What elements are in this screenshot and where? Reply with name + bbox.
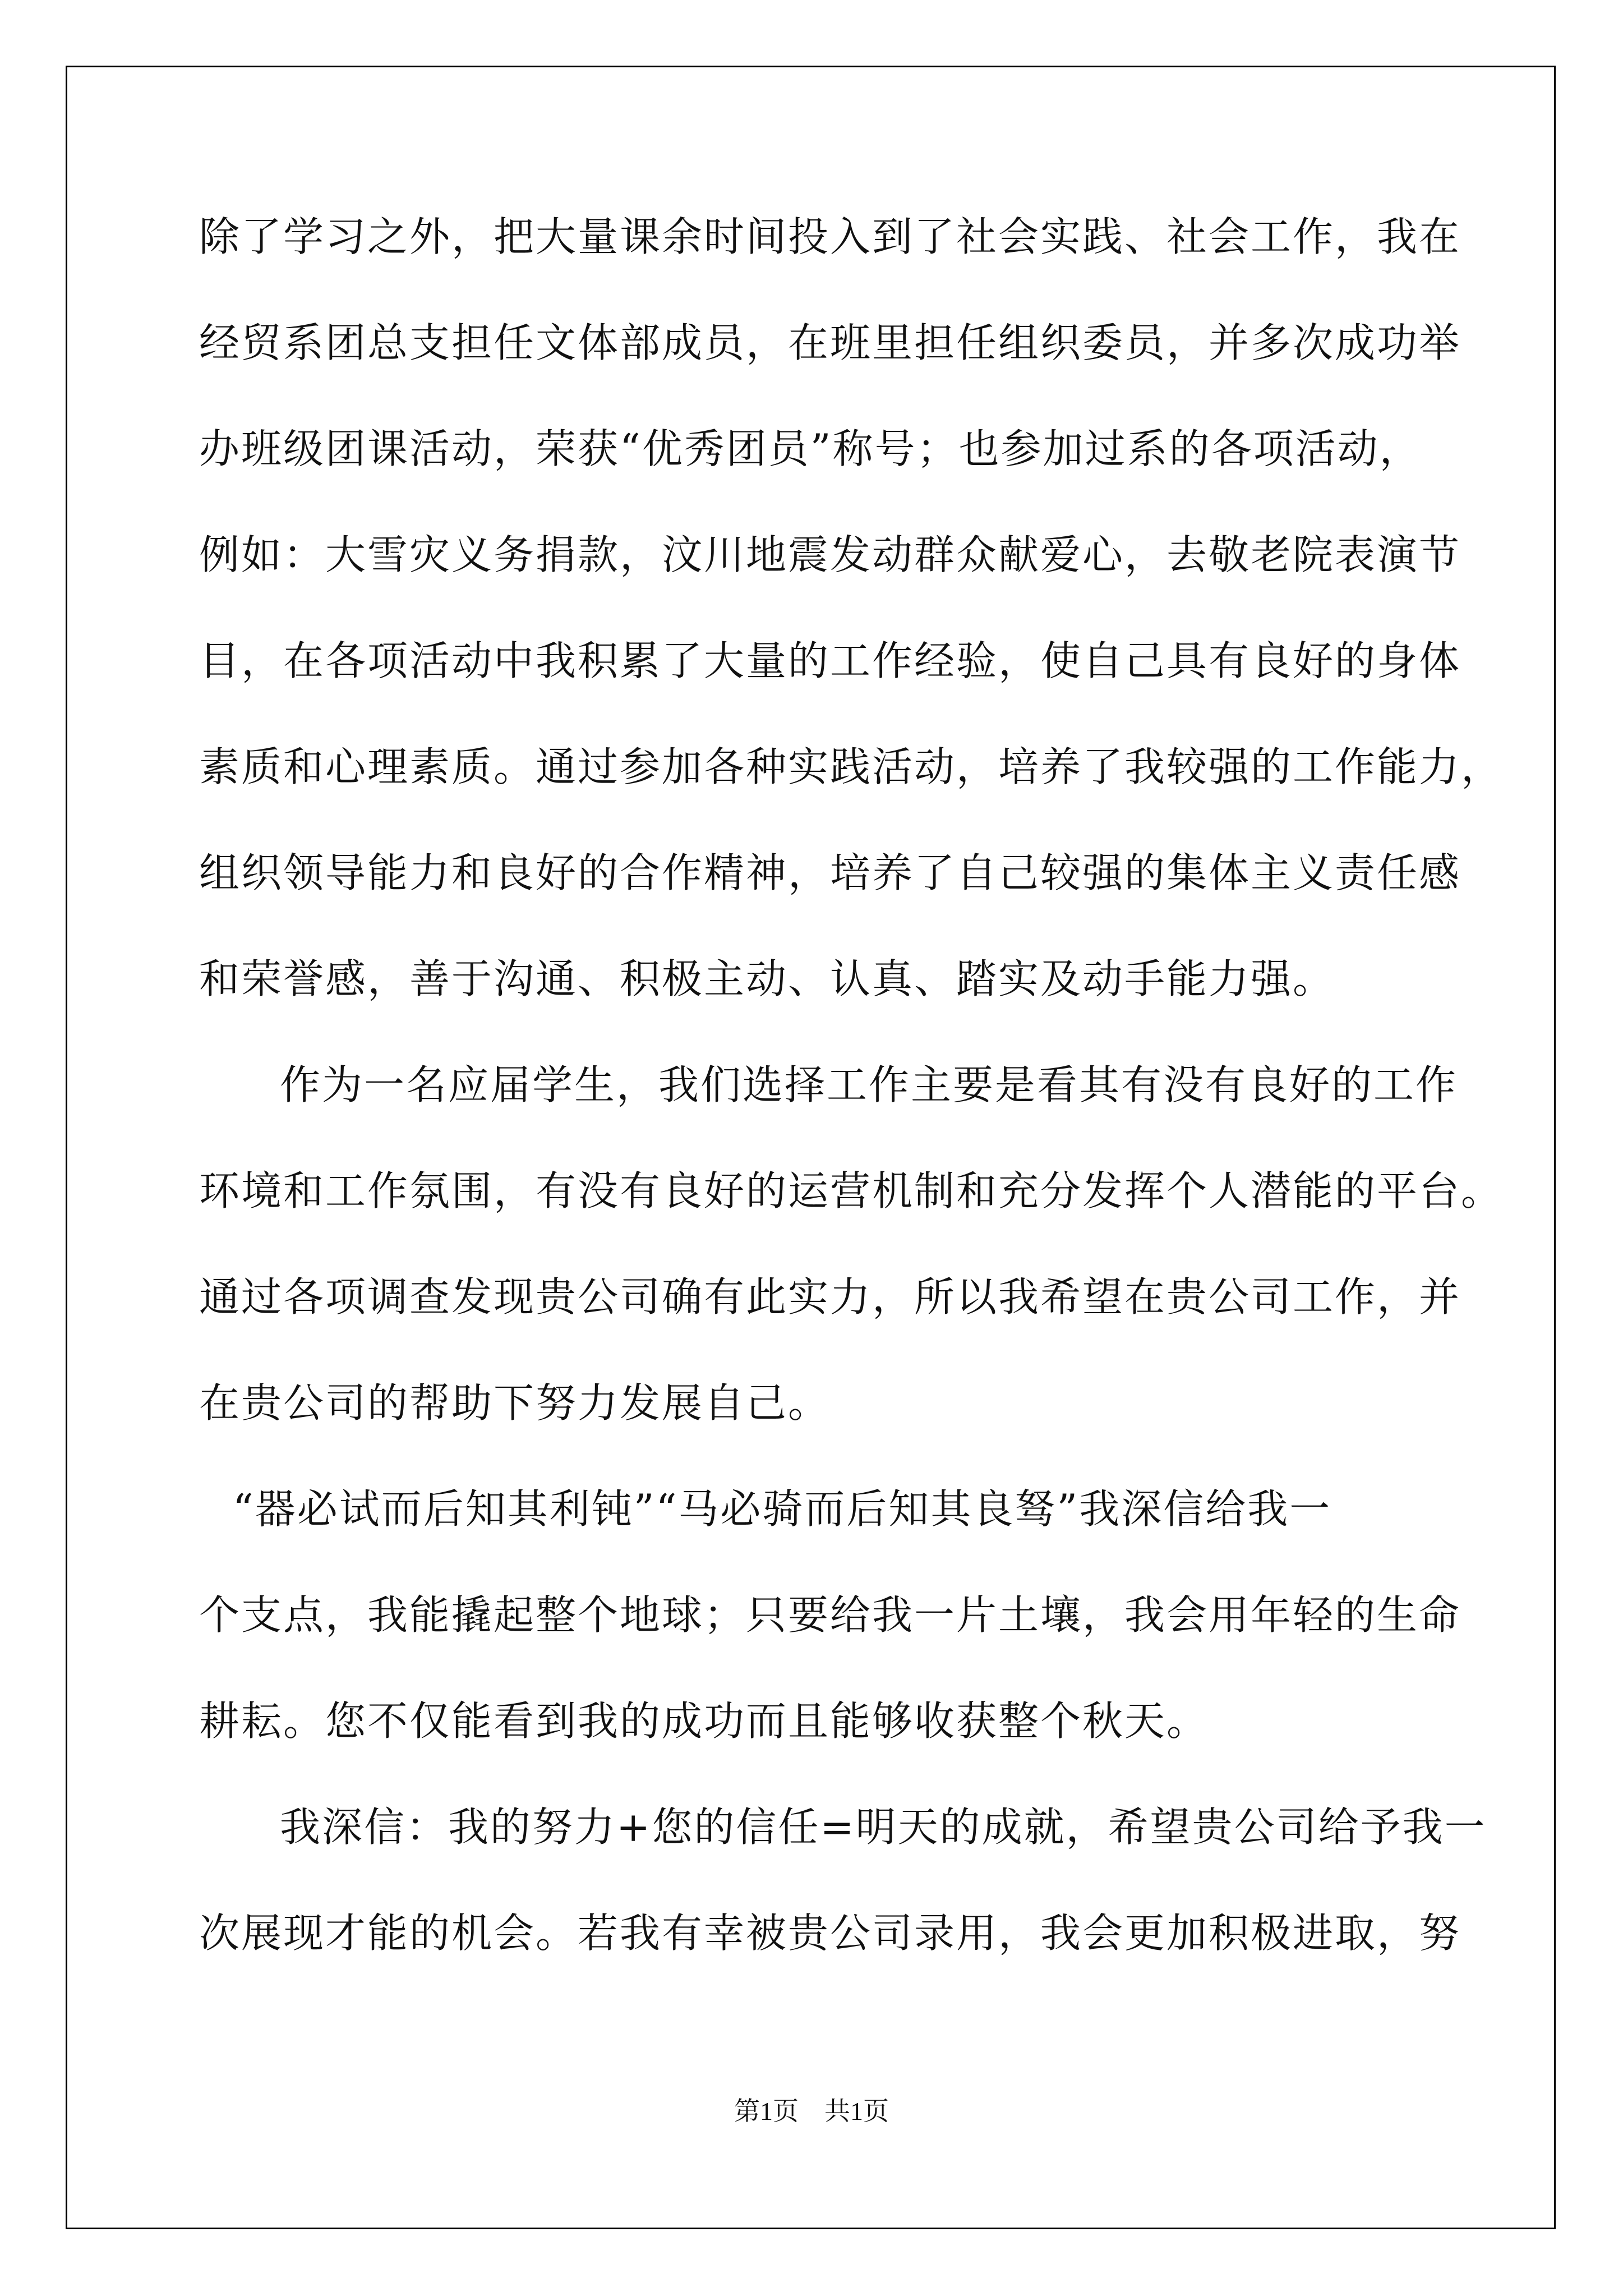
text-line: 素质和心理素质。通过参加各种实践活动，培养了我较强的工作能力， bbox=[199, 743, 1504, 790]
text-line: 办班级团课活动，荣获“优秀团员”称号；也参加过系的各项活动， bbox=[199, 425, 1422, 472]
paragraph-start-line: 作为一名应届学生，我们选择工作主要是看其有没有良好的工作 bbox=[280, 1061, 1458, 1108]
text-line: 环境和工作氛围，有没有良好的运营机制和充分发挥个人潜能的平台。 bbox=[199, 1167, 1504, 1214]
page-footer: 第1页 共1页 bbox=[734, 2097, 889, 2125]
text-line: 经贸系团总支担任文体部成员，在班里担任组织委员，并多次成功举 bbox=[199, 319, 1461, 366]
paragraph-start-line: “器必试而后知其利钝”“马必骑而后知其良驽”我深信给我一 bbox=[233, 1485, 1332, 1533]
text-line: 次展现才能的机会。若我有幸被贵公司录用，我会更加积极进取，努 bbox=[199, 1910, 1461, 1957]
text-line: 个支点，我能撬起整个地球；只要给我一片土壤，我会用年轻的生命 bbox=[199, 1591, 1461, 1639]
text-line: 耕耘。您不仅能看到我的成功而且能够收获整个秋天。 bbox=[199, 1697, 1209, 1745]
text-line: 例如：大雪灾义务捐款，汶川地震发动群众献爱心，去敬老院表演节 bbox=[199, 531, 1461, 578]
text-line: 在贵公司的帮助下努力发展自己。 bbox=[199, 1379, 831, 1427]
text-line: 目，在各项活动中我积累了大量的工作经验，使自己具有良好的身体 bbox=[199, 637, 1461, 684]
text-line: 通过各项调查发现贵公司确有此实力，所以我希望在贵公司工作，并 bbox=[199, 1273, 1461, 1320]
text-line: 组织领导能力和良好的合作精神，培养了自己较强的集体主义责任感 bbox=[199, 849, 1461, 896]
paragraph-start-line: 我深信：我的努力+您的信任=明天的成就，希望贵公司给予我一 bbox=[280, 1803, 1487, 1851]
text-line: 除了学习之外，把大量课余时间投入到了社会实践、社会工作，我在 bbox=[199, 213, 1461, 260]
text-line: 和荣誉感，善于沟通、积极主动、认真、踏实及动手能力强。 bbox=[199, 955, 1335, 1002]
document-body bbox=[199, 213, 1504, 2018]
